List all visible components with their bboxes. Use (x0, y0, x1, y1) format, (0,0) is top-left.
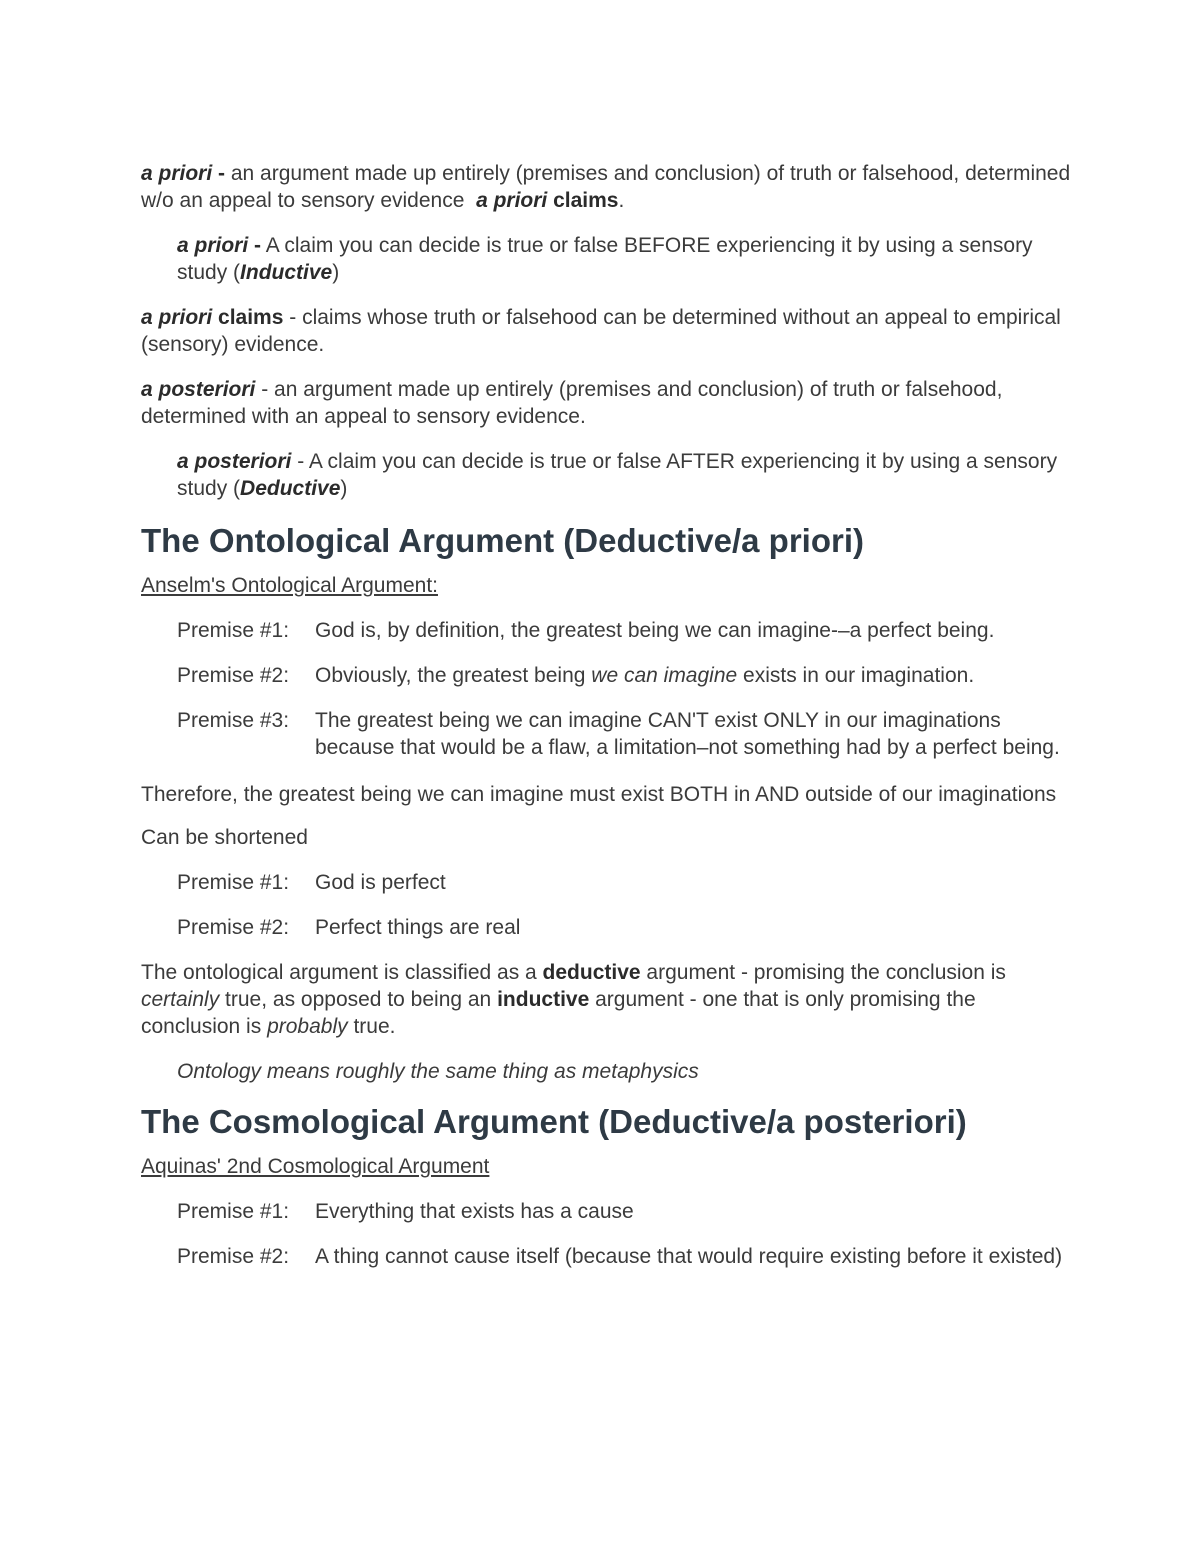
premise-label: Premise #3: (177, 709, 290, 732)
ontological-conclusion: Therefore, the greatest being we can imagine must exist BOTH in AND outside of our imaginations (141, 783, 1057, 806)
definition-a-priori: a priori - an argument made up entirely (premises and conclusion) of truth or falsehood, determined w/o an appeal to sensory evidence a priori claims. (141, 162, 1071, 212)
short-premise-2: Premise #2: Perfect things are real (177, 916, 521, 939)
premise-label: Premise #1: (177, 871, 290, 894)
premise-label: Premise #2: (177, 1245, 290, 1268)
ontological-subheading: Anselm's Ontological Argument: (141, 574, 438, 597)
definition-a-priori-claims: a priori claims - claims whose truth or falsehood can be determined without an appeal to empirical (sensory) evidence. (141, 306, 1061, 356)
premise-label: Premise #1: (177, 619, 290, 642)
definition-a-posteriori-indented: a posteriori - A claim you can decide is true or false AFTER experiencing it by using a sensory study (Deductive) (177, 450, 1058, 500)
shortened-label: Can be shortened (141, 826, 308, 849)
cosmological-heading: The Cosmological Argument (Deductive/a posteriori) (141, 1103, 967, 1140)
definition-a-posteriori: a posteriori - an argument made up entirely (premises and conclusion) of truth or falsehood, determined with an appeal to sensory evidence. (141, 378, 1003, 428)
cosmological-subheading: Aquinas' 2nd Cosmological Argument (141, 1155, 490, 1178)
document-page (141, 160, 1071, 1270)
cosmological-premise-2: Premise #2: A thing cannot cause itself (because that would require existing before it existed) (177, 1245, 1063, 1268)
short-premise-1: Premise #1: God is perfect (177, 871, 446, 894)
premise-label: Premise #2: (177, 916, 290, 939)
ontological-heading: The Ontological Argument (Deductive/a priori) (141, 522, 865, 559)
definition-a-priori-indented: a priori - A claim you can decide is true or false BEFORE experiencing it by using a sensory study (Inductive) (177, 234, 1033, 284)
cosmological-premise-1: Premise #1: Everything that exists has a cause (177, 1200, 634, 1223)
premise-label: Premise #1: (177, 1200, 290, 1223)
ontological-premise-3: Premise #3: The greatest being we can imagine CAN'T exist ONLY in our imaginations because that would be a flaw, a limitation–not something had by a perfect being. (177, 709, 1060, 759)
ontological-premise-2: Premise #2: Obviously, the greatest being we can imagine exists in our imagination. (177, 664, 975, 687)
premise-label: Premise #2: (177, 664, 290, 687)
ontology-note: Ontology means roughly the same thing as metaphysics (177, 1060, 699, 1083)
classification-paragraph: The ontological argument is classified as a deductive argument - promising the conclusion is certainly true, as opposed to being an inductive argument - one that is only promising the conclusion is probably true. (141, 961, 1006, 1038)
ontological-premise-1: Premise #1: God is, by definition, the greatest being we can imagine-–a perfect being. (177, 619, 995, 642)
